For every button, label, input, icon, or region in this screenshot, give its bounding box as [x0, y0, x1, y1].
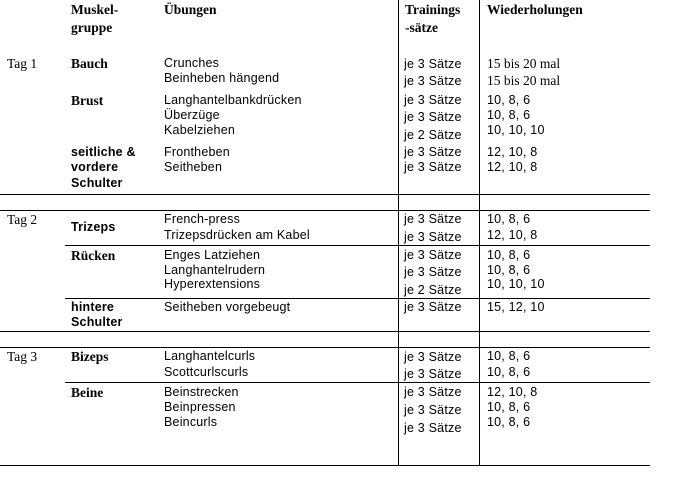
day-separator — [0, 194, 650, 195]
day-separator — [0, 210, 650, 211]
header-sets-line1: Trainings — [405, 2, 461, 17]
sets-value: je 3 Sätze — [404, 265, 462, 279]
header-sets-line2: -sätze — [405, 20, 438, 35]
sets-value: je 3 Sätze — [404, 57, 462, 71]
exercise-name: Langhantelcurls — [164, 349, 256, 363]
reps-value: 10, 8, 6 — [487, 400, 531, 414]
day-label: Tag 1 — [7, 56, 38, 71]
sets-value: je 3 Sätze — [404, 385, 462, 399]
exercise-name: French-press — [164, 212, 241, 226]
sets-value: je 3 Sätze — [404, 230, 462, 244]
muscle-group-name: hintere — [71, 300, 115, 314]
reps-value: 10, 8, 6 — [487, 108, 531, 122]
sets-value: je 3 Sätze — [404, 212, 462, 226]
day-label: Tag 2 — [7, 212, 38, 227]
sets-value: je 3 Sätze — [404, 421, 462, 435]
exercise-name: Kabelziehen — [164, 123, 236, 137]
sets-value: je 3 Sätze — [404, 93, 462, 107]
sets-value: je 3 Sätze — [404, 74, 462, 88]
exercise-name: Enges Latziehen — [164, 248, 261, 262]
exercise-name: Scottcurlscurls — [164, 365, 249, 379]
muscle-group-name: Schulter — [71, 176, 123, 190]
muscle-group-name: Rücken — [71, 248, 116, 263]
reps-value: 10, 8, 6 — [487, 212, 531, 226]
exercise-name: Überzüge — [164, 108, 220, 122]
group-separator — [65, 245, 650, 246]
reps-value: 10, 10, 10 — [487, 277, 545, 291]
reps-value: 10, 10, 10 — [487, 123, 545, 137]
reps-value: 10, 8, 6 — [487, 415, 531, 429]
reps-value: 10, 8, 6 — [487, 349, 531, 363]
exercise-name: Seitheben vorgebeugt — [164, 300, 291, 314]
group-separator — [65, 382, 650, 383]
table-bottom-rule — [0, 465, 650, 466]
reps-value: 15, 12, 10 — [487, 300, 545, 314]
exercise-name: Frontheben — [164, 145, 230, 159]
reps-value: 12, 10, 8 — [487, 160, 538, 174]
reps-value: 12, 10, 8 — [487, 385, 538, 399]
sets-value: je 3 Sätze — [404, 350, 462, 364]
exercise-name: Langhantelrudern — [164, 263, 266, 277]
header-muscle-line1: Muskel- — [71, 2, 119, 17]
reps-value: 12, 10, 8 — [487, 228, 538, 242]
reps-value: 10, 8, 6 — [487, 263, 531, 277]
sets-value: je 3 Sätze — [404, 403, 462, 417]
column-rule-reps — [479, 0, 480, 465]
sets-value: je 2 Sätze — [404, 283, 462, 297]
day-separator — [0, 331, 650, 332]
exercise-name: Trizepsdrücken am Kabel — [164, 228, 310, 242]
reps-value: 10, 8, 6 — [487, 365, 531, 379]
day-separator — [0, 347, 650, 348]
exercise-name: Beinstrecken — [164, 385, 239, 399]
reps-value: 15 bis 20 mal — [487, 73, 561, 88]
exercise-name: Beinheben hängend — [164, 71, 280, 85]
muscle-group-name: Trizeps — [71, 220, 116, 234]
sets-value: je 3 Sätze — [404, 300, 462, 314]
header-reps: Wiederholungen — [487, 2, 583, 17]
sets-value: je 3 Sätze — [404, 367, 462, 381]
sets-value: je 3 Sätze — [404, 110, 462, 124]
exercise-name: Crunches — [164, 56, 220, 70]
reps-value: 15 bis 20 mal — [487, 56, 561, 71]
muscle-group-name: Brust — [71, 93, 104, 108]
exercise-name: Hyperextensions — [164, 277, 261, 291]
sets-value: je 3 Sätze — [404, 145, 462, 159]
muscle-group-name: seitliche & — [71, 145, 136, 159]
exercise-name: Langhantelbankdrücken — [164, 93, 302, 107]
sets-value: je 3 Sätze — [404, 248, 462, 262]
group-separator — [65, 298, 650, 299]
reps-value: 10, 8, 6 — [487, 248, 531, 262]
day-label: Tag 3 — [7, 349, 38, 364]
header-muscle-line2: gruppe — [71, 20, 113, 35]
exercise-name: Beincurls — [164, 415, 218, 429]
exercise-name: Beinpressen — [164, 400, 236, 414]
muscle-group-name: Bizeps — [71, 349, 109, 364]
muscle-group-name: Bauch — [71, 56, 108, 71]
column-rule-sets — [398, 0, 399, 465]
muscle-group-name: Beine — [71, 385, 104, 400]
muscle-group-name: vordere — [71, 160, 119, 174]
sets-value: je 3 Sätze — [404, 160, 462, 174]
reps-value: 12, 10, 8 — [487, 145, 538, 159]
header-exercises: Übungen — [164, 2, 217, 17]
reps-value: 10, 8, 6 — [487, 93, 531, 107]
sets-value: je 2 Sätze — [404, 128, 462, 142]
exercise-name: Seitheben — [164, 160, 223, 174]
muscle-group-name: Schulter — [71, 315, 123, 329]
